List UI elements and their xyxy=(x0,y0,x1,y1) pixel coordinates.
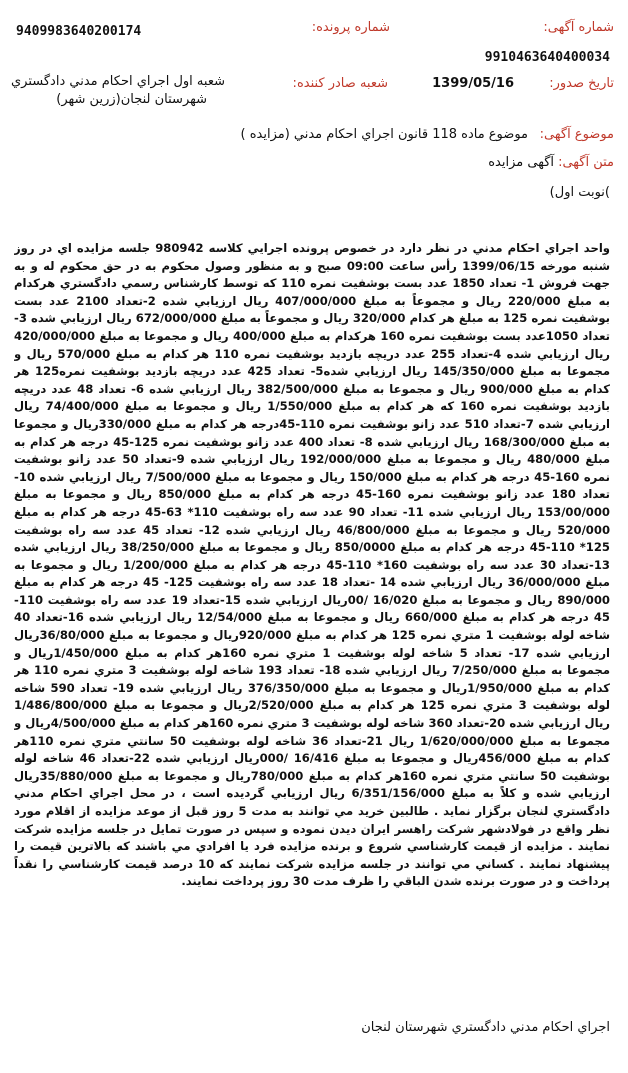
issuing-branch-line2: شهرستان لنجان(زرين شهر) xyxy=(56,92,207,107)
footer-agency-signature: اجراي احكام مدني دادگستري شهرستان لنجان xyxy=(361,1020,610,1035)
ad-text-label: :متن آگهی xyxy=(558,155,614,170)
case-number-value: 9409983640200174 xyxy=(16,24,142,39)
issue-date-value: 1399/05/16 xyxy=(432,76,514,91)
issuing-branch-line1: شعبه اول اجراي احكام مدني دادگستري xyxy=(11,74,225,89)
subject-label: :موضوع آگهی xyxy=(539,127,614,142)
ad-number-label: :شماره آگهی xyxy=(543,20,614,35)
ad-text-value: آگهی مزایده xyxy=(488,155,554,170)
subject-value: موضوع ماده 118 قانون اجراي احكام مدني (مزايده ) xyxy=(240,127,528,142)
ad-number-value: 9910463640400034 xyxy=(484,50,610,65)
auction-body-text: واحد اجراي احكام مدني در نظر دارد در خصوص پرونده اجرايي كلاسه 980942 جلسه مزايده اي در روز شنبه مورخه 1399/06/15 رأس ساعت 09:00 صبح و به منظور وصول محكوم به در حق محكوم له و به جهت فروش 1- تعداد 1850 عدد بست بوشفيت نمره 110 كه توسط كارشناس رسمي دادگستري هركدام به مبلغ 220/000 ريال و مجموعاً به مبلغ 407/000/000 ريال ارزيابي شده 2-تعداد 2100 عدد بست بوشفيت نمره 125 به مبلغ هر كدام 320/000 ريال و مجموعاً به مبلغ 672/000/000 ريال ارزيابي شده 3- تعداد 1050عدد بست بوشفيت نمره 160 هركدام به مبلغ 400/000 ريال و مجموعا به مبلغ 420/000/000 ريال ارزيابي شده 4-تعداد 255 عدد دريچه بازديد بوشفيت نمره 110 هر كدام به مبلغ 570/000 ريال و مجموعا به مبلغ 145/350/000 ريال ارزيابي شده5- تعداد 425 عدد دريچه بازديد بوشفيت نمره125 هر كدام به مبلغ 900/000 ريال و مجموعا به مبلغ 382/500/000 ريال ارزيابي شده 6- تعداد 48 عدد دريچه بازديد بوشفيت نمره 160 كه هر كدام به مبلغ 1/550/000 ريال و مجموعا به مبلغ 74/400/000 ريال ارزيابي شده 7-تعداد 510 عدد زانو بوشفيت نمره 110-45درجه هر كدام به مبلغ 330/000ريال و مجموعا به مبلغ 168/300/000 ريال ارزيابي شده 8- تعداد 400 عدد زانو بوشفيت نمره 125-45 درجه هر كدام به مبلغ 480/000 ريال و مجموعا به مبلغ 192/000/000 ريال ارزيابي شده 9-تعداد 50 عدد زانو بوشفيت نمره 160-45 درجه هر كدام به مبلغ 150/000 ريال و مجموعا به مبلغ 7/500/000 ريال ارزيابي شده 10- تعداد 180 عدد زانو بوشفيت نمره 160-45 درجه هر كدام به مبلغ 850/000 ريال و مجموعا به مبلغ 153/00/000 ريال ارزيابي شده 11- تعداد 90 عدد سه راه بوشفيت 110* 63-45 درجه هر كدام به مبلغ 520/000 ريال و مجموعا به مبلغ 46/800/000 ريال ارزيابي شده 12- تعداد 45 عدد سه راه بوشفيت 125* 110-45 درجه هر كدام به مبلغ 850/0000 ريال و مجموعا به مبلغ 38/250/000 ريال ارزيابي شده 13-تعداد 30 عدد سه راه بوشفيت 160* 110-45 درجه هر كدام به مبلغ 1/200/000 ريال و مجموعا به مبلغ 36/000/000 ريال ارزيابي شده 14 -تعداد 18 عدد سه راه بوشفيت 125- 45 درجه هر كدام به مبلغ 890/000 ريال و مجموعا به مبلغ 16/020 /00ريال ارزيابي شده 15-تعداد 19 عدد سه راه بوشفيت 110-45 درجه هر كدام به مبلغ 660/000 ريال و مجموعا به مبلغ 12/54/000 ريال ارزيابي شده 16-تعداد 40 شاخه لوله بوشفيت 1 متري نمره 125 هر كدام به مبلغ 920/000ريال و مجموعا به مبلغ 36/80/000ريال ارزيابي شده 17- تعداد 5 شاخه لوله بوشفيت 1 متري نمره 160هر كدام به مبلغ 1/450/000ريال و مجموعا به مبلغ 7/250/000 ريال ارزيابي شده 18- تعداد 193 شاخه لوله بوشفيت 3 متري نمره 110 هر كدام به مبلغ 1/950/000ريال و مجموعا به مبلغ 376/350/000 ريال ارزيابي شده 19- تعداد 590 شاخه لوله بوشفيت 3 متري نمره 125 هر كدام به مبلغ 2/520/000ريال و مجموعا به مبلغ 1/486/800/000 ريال ارزيابي شده 20-تعداد 360 شاخه لوله بوشفيت 3 متري نمره 160هر كدام به مبلغ 4/500/000ريال و مجموعا به مبلغ 1/620/000/000 ريال 21-تعداد 36 شاخه لوله بوشفيت 50 سانتي متري نمره 110هر كدام به مبلغ 456/000ريال و مجموعا به مبلغ 16/416 /000ريال ارزيابي شده 22-تعداد 46 شاخه لوله بوشفيت 50 سانتي متري نمره 160هر كدام به مبلغ 780/000ريال و مجموعا به مبلغ 35/880/000ريال ارزيابي شده و كلاً به مبلغ 6/351/156/000 ريال ارزيابي گرديده است ، در محل اجراي احكام مدني دادگستري لنجان برگزار نمايد . طالبين خريد مي توانند به مدت 5 روز قبل از موعد مزايده از اقلام مورد نظر واقع در فولادشهر شركت راهسر ايران ديدن نموده و سپس در صورت تمايل در جلسه مزايده شركت نمايند . مزايده از قيمت كارشناسي شروع و برنده مزايده فرد يا افرادي مي باشند كه بالاترين قيمت را پيشنهاد نمايند . كساني مي توانند در جلسه مزايده شركت نمايند كه 10 درصد قيمت كارشناسي را نقداً پرداخت و در صورت برنده شدن الباقي را ظرف مدت 30 روز پرداخت نمايند. xyxy=(14,241,610,889)
auction-round: )نوبت اول) xyxy=(549,185,610,200)
case-number-label: :شماره پرونده xyxy=(311,20,390,35)
issue-date-label: :تاریخ صدور xyxy=(549,76,614,91)
issuing-branch-label: :شعبه صادر کننده xyxy=(292,76,388,91)
